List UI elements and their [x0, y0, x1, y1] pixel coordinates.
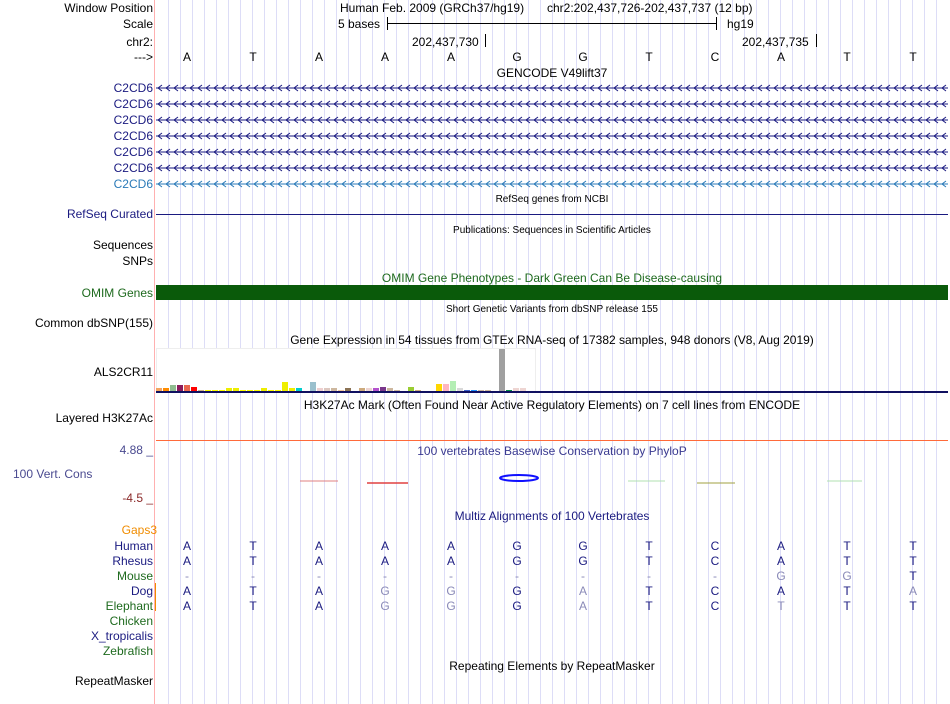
aligned-base: G — [776, 569, 786, 583]
position-text: chr2:202,437,726-202,437,737 (12 bp) — [547, 1, 753, 15]
base-letter: A — [182, 50, 191, 64]
aligned-base: A — [446, 554, 455, 568]
dbsnp-title: Short Genetic Variants from dbSNP release 155 — [446, 304, 658, 315]
gene-label[interactable]: C2CD6 — [113, 81, 153, 95]
phylop-max: 4.88 _ — [119, 443, 153, 457]
scale-label: Scale — [122, 17, 153, 31]
aligned-base: G — [842, 569, 852, 583]
species-label[interactable]: Elephant — [105, 599, 153, 613]
aligned-base: A — [182, 584, 191, 598]
scale-db: hg19 — [727, 17, 754, 31]
aligned-base: A — [446, 539, 455, 553]
scale-text: 5 bases — [338, 17, 381, 31]
aligned-base: T — [843, 539, 851, 553]
aligned-base: A — [182, 554, 191, 568]
aligned-base: T — [909, 554, 917, 568]
aligned-base: - — [185, 569, 189, 583]
aligned-base: A — [908, 584, 917, 598]
aligned-base: T — [249, 584, 257, 598]
coord-label-2: 202,437,735 — [742, 35, 809, 49]
aligned-base: C — [710, 539, 720, 553]
phylop-min: -4.5 _ — [122, 491, 153, 505]
aligned-base: G — [578, 554, 588, 568]
phylop-title: 100 vertebrates Basewise Conservation by PhyloP — [417, 444, 687, 458]
aligned-base: G — [512, 584, 522, 598]
aligned-base: G — [380, 584, 390, 598]
aligned-base: - — [647, 569, 651, 583]
aligned-base: - — [449, 569, 453, 583]
aligned-base: T — [909, 539, 917, 553]
aligned-base: A — [776, 584, 785, 598]
publications-label-snps[interactable]: SNPs — [122, 254, 153, 268]
aligned-base: A — [380, 539, 389, 553]
aligned-base: A — [314, 539, 323, 553]
base-letter: A — [446, 50, 455, 64]
omim-title: OMIM Gene Phenotypes - Dark Green Can Be Disease-causing — [381, 271, 723, 285]
aligned-base: T — [249, 554, 257, 568]
aligned-base: T — [645, 599, 653, 613]
base-letter: C — [710, 50, 720, 64]
aligned-base: G — [512, 539, 522, 553]
gencode-title: GENCODE V49lift37 — [496, 66, 608, 80]
aligned-base: T — [249, 599, 257, 613]
aligned-base: - — [251, 569, 255, 583]
gene-label[interactable]: C2CD6 — [113, 161, 153, 175]
species-label[interactable]: Rhesus — [112, 554, 153, 568]
aligned-base: A — [776, 539, 785, 553]
aligned-base: T — [645, 584, 653, 598]
gene-label[interactable]: C2CD6 — [113, 129, 153, 143]
aligned-base: A — [314, 599, 323, 613]
aligned-base: A — [776, 554, 785, 568]
phylop-label[interactable]: 100 Vert. Cons — [13, 467, 93, 481]
base-letter: G — [512, 50, 522, 64]
chr-label: chr2: — [126, 35, 153, 49]
aligned-base: G — [380, 599, 390, 613]
aligned-base: A — [314, 554, 323, 568]
species-label[interactable]: Mouse — [116, 569, 153, 583]
aligned-base: T — [645, 554, 653, 568]
aligned-base: T — [843, 584, 851, 598]
aligned-base: T — [843, 554, 851, 568]
aligned-base: T — [843, 599, 851, 613]
strand-label: ---> — [134, 50, 153, 64]
aligned-base: T — [909, 569, 917, 583]
aligned-base: A — [182, 539, 191, 553]
aligned-base: A — [314, 584, 323, 598]
aligned-base: T — [777, 599, 785, 613]
coord-label-1: 202,437,730 — [412, 35, 479, 49]
base-letter: A — [314, 50, 323, 64]
base-letter: T — [645, 50, 653, 64]
aligned-base: C — [710, 584, 720, 598]
aligned-base: G — [578, 539, 588, 553]
refseq-label[interactable]: RefSeq Curated — [66, 207, 153, 221]
gaps-label: Gaps3 — [121, 523, 157, 537]
gene-label[interactable]: C2CD6 — [113, 113, 153, 127]
gene-label[interactable]: C2CD6 — [113, 177, 153, 191]
gene-label[interactable]: C2CD6 — [113, 145, 153, 159]
gene-label[interactable]: C2CD6 — [113, 97, 153, 111]
refseq-title: RefSeq genes from NCBI — [495, 194, 609, 205]
base-letter: A — [380, 50, 389, 64]
multiz-title: Multiz Alignments of 100 Vertebrates — [454, 509, 650, 523]
aligned-base: G — [512, 599, 522, 613]
base-letter: T — [249, 50, 257, 64]
aligned-base: A — [182, 599, 191, 613]
aligned-base: A — [578, 599, 587, 613]
aligned-base: A — [380, 554, 389, 568]
repeatmasker-title: Repeating Elements by RepeatMasker — [449, 659, 655, 673]
gtex-label[interactable]: ALS2CR11 — [93, 365, 153, 379]
aligned-base: - — [713, 569, 717, 583]
aligned-base: - — [581, 569, 585, 583]
window-position-label: Window Position — [64, 1, 153, 15]
repeatmasker-label[interactable]: RepeatMasker — [74, 674, 153, 688]
aligned-base: - — [317, 569, 321, 583]
aligned-base: T — [645, 539, 653, 553]
aligned-base: T — [909, 599, 917, 613]
aligned-base: T — [249, 539, 257, 553]
aligned-base: - — [383, 569, 387, 583]
dbsnp-label[interactable]: Common dbSNP(155) — [34, 316, 153, 330]
gtex-title: Gene Expression in 54 tissues from GTEx RNA-seq of 17382 samples, 948 donors (V8, Aug 2019) — [290, 333, 814, 347]
species-label[interactable]: Zebrafish — [102, 644, 153, 658]
gap-marker-dog — [155, 583, 156, 611]
h3k27ac-label[interactable]: Layered H3K27Ac — [55, 411, 153, 425]
species-label[interactable]: Chicken — [109, 614, 153, 628]
aligned-base: A — [578, 584, 587, 598]
aligned-base: G — [512, 554, 522, 568]
base-letter: A — [776, 50, 785, 64]
assembly-text: Human Feb. 2009 (GRCh37/hg19) — [340, 1, 525, 15]
base-letter: T — [843, 50, 851, 64]
h3k27ac-title: H3K27Ac Mark (Often Found Near Active Regulatory Elements) on 7 cell lines from ENCODE — [303, 398, 801, 412]
aligned-base: G — [446, 599, 456, 613]
base-letter: G — [578, 50, 588, 64]
aligned-base: - — [515, 569, 519, 583]
species-label[interactable]: X_tropicalis — [90, 629, 153, 643]
aligned-base: G — [446, 584, 456, 598]
base-letter: T — [909, 50, 917, 64]
publications-label-sequences[interactable]: Sequences — [92, 238, 153, 252]
species-label[interactable]: Human — [114, 539, 153, 553]
publications-title: Publications: Sequences in Scientific Articles — [453, 225, 651, 236]
aligned-base: C — [710, 599, 720, 613]
aligned-base: C — [710, 554, 720, 568]
species-label[interactable]: Dog — [130, 584, 153, 598]
omim-label[interactable]: OMIM Genes — [81, 286, 153, 300]
